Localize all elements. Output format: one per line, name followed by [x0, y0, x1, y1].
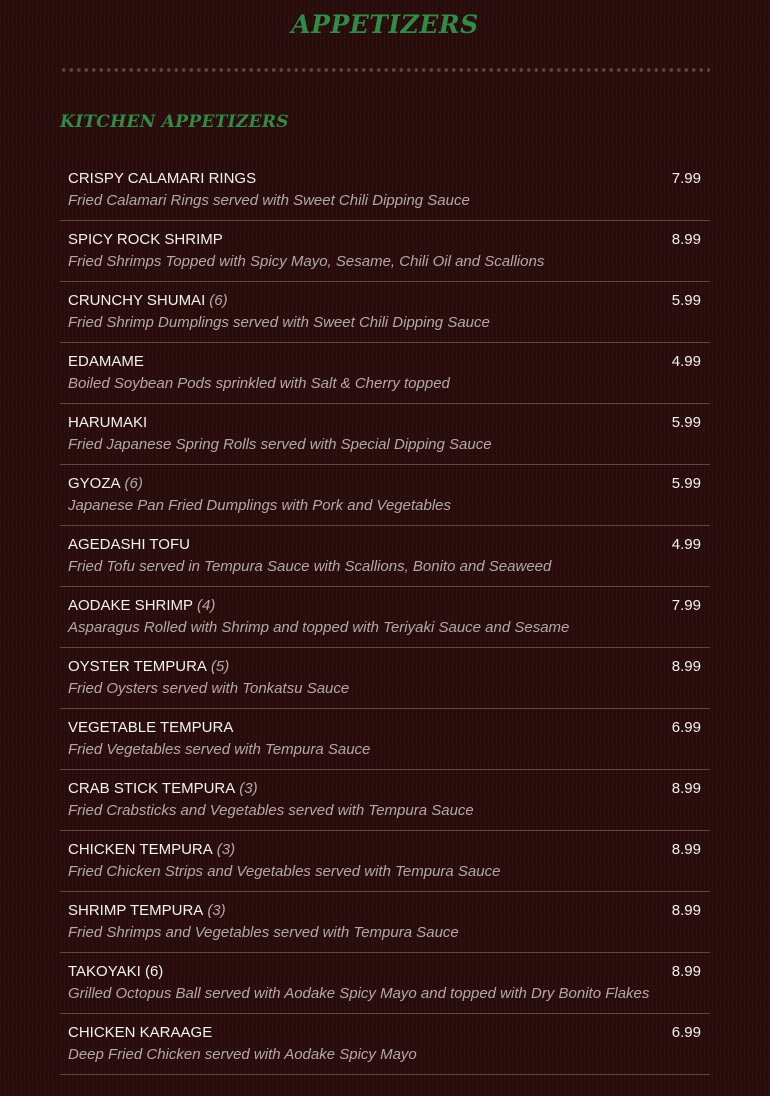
item-name-text: SPICY ROCK SHRIMP	[68, 231, 223, 248]
menu-item	[60, 892, 710, 953]
item-description: Fried Tofu served in Tempura Sauce with Scallions, Bonito and Seaweed	[68, 558, 552, 575]
menu-item	[60, 831, 710, 892]
section-title: KITCHEN APPETIZERS	[60, 112, 289, 132]
item-description: Fried Vegetables served with Tempura Sauce	[68, 741, 371, 758]
item-price: 8.99	[671, 841, 701, 858]
item-description: Fried Chicken Strips and Vegetables served with Tempura Sauce	[68, 863, 501, 880]
item-price: 8.99	[671, 780, 701, 797]
item-description: Fried Calamari Rings served with Sweet Chili Dipping Sauce	[68, 192, 470, 209]
item-name-text: GYOZA	[68, 475, 121, 492]
item-name	[68, 719, 233, 736]
item-count: (4)	[197, 597, 216, 614]
item-name-text: OYSTER TEMPURA	[68, 658, 207, 675]
item-name	[68, 536, 190, 553]
item-name-text: CRAB STICK TEMPURA	[68, 780, 236, 797]
item-name	[68, 780, 258, 797]
item-name	[68, 353, 144, 370]
item-name-text: HARUMAKI	[68, 414, 148, 431]
menu-list	[60, 160, 710, 1075]
item-count: (3)	[207, 902, 226, 919]
item-name-text: CHICKEN TEMPURA	[68, 841, 213, 858]
item-name-text: AODAKE SHRIMP	[68, 597, 194, 614]
menu-item	[60, 1014, 710, 1075]
menu-item	[60, 770, 710, 831]
item-count: (6)	[209, 292, 228, 309]
menu-item	[60, 465, 710, 526]
item-description: Fried Shrimps Topped with Spicy Mayo, Sesame, Chili Oil and Scallions	[68, 253, 545, 270]
item-description: Asparagus Rolled with Shrimp and topped with Teriyaki Sauce and Sesame	[68, 619, 570, 636]
menu-item	[60, 221, 710, 282]
item-price: 6.99	[671, 1024, 701, 1041]
item-name-text: AGEDASHI TOFU	[68, 536, 190, 553]
dotted-divider	[60, 67, 710, 73]
item-name-text: EDAMAME	[68, 353, 144, 370]
item-name-text: SHRIMP TEMPURA	[68, 902, 204, 919]
item-name	[68, 170, 256, 187]
item-price: 5.99	[671, 475, 701, 492]
item-description: Japanese Pan Fried Dumplings with Pork and Vegetables	[68, 497, 451, 514]
item-description: Deep Fried Chicken served with Aodake Spicy Mayo	[68, 1046, 417, 1063]
item-name	[68, 1024, 212, 1041]
item-price: 5.99	[671, 414, 701, 431]
menu-item	[60, 587, 710, 648]
item-price: 8.99	[671, 963, 701, 980]
item-description: Fried Crabsticks and Vegetables served with Tempura Sauce	[68, 802, 474, 819]
item-name-text: CRISPY CALAMARI RINGS	[68, 170, 257, 187]
item-description: Fried Shrimp Dumplings served with Sweet Chili Dipping Sauce	[68, 314, 490, 331]
item-name-text: CHICKEN KARAAGE	[68, 1024, 213, 1041]
menu-item	[60, 648, 710, 709]
menu-item	[60, 404, 710, 465]
item-description: Fried Shrimps and Vegetables served with Tempura Sauce	[68, 924, 459, 941]
item-name	[68, 597, 215, 614]
item-name	[68, 658, 229, 675]
menu-item	[60, 282, 710, 343]
item-price: 7.99	[671, 597, 701, 614]
item-name	[68, 963, 163, 980]
item-count: (6)	[124, 475, 143, 492]
menu-item	[60, 526, 710, 587]
item-count: (3)	[216, 841, 236, 858]
item-description: Boiled Soybean Pods sprinkled with Salt & Cherry topped	[68, 375, 450, 392]
item-price: 4.99	[671, 536, 701, 553]
item-name	[68, 231, 223, 248]
item-price: 8.99	[671, 658, 701, 675]
item-name	[68, 902, 226, 919]
item-name	[68, 292, 228, 309]
item-price: 8.99	[671, 231, 701, 248]
menu-item	[60, 953, 710, 1014]
page-title: APPETIZERS	[291, 10, 479, 39]
item-count: (5)	[210, 658, 230, 675]
item-description: Fried Japanese Spring Rolls served with Special Dipping Sauce	[68, 436, 492, 453]
item-name-text: VEGETABLE TEMPURA	[68, 719, 234, 736]
item-price: 8.99	[671, 902, 701, 919]
item-description: Fried Oysters served with Tonkatsu Sauce	[68, 680, 350, 697]
menu-item	[60, 343, 710, 404]
item-description: Grilled Octopus Ball served with Aodake Spicy Mayo and topped with Dry Bonito Flakes	[68, 985, 650, 1002]
menu-item	[60, 160, 710, 221]
item-price: 6.99	[671, 719, 701, 736]
item-name-text: CRUNCHY SHUMAI	[68, 292, 206, 309]
menu-item	[60, 709, 710, 770]
item-count: (3)	[239, 780, 258, 797]
item-price: 5.99	[671, 292, 701, 309]
item-name	[68, 475, 143, 492]
item-name-text: TAKOYAKI (6)	[68, 963, 164, 980]
item-name	[68, 841, 235, 858]
item-price: 7.99	[671, 170, 701, 187]
item-name	[68, 414, 147, 431]
item-price: 4.99	[671, 353, 701, 370]
